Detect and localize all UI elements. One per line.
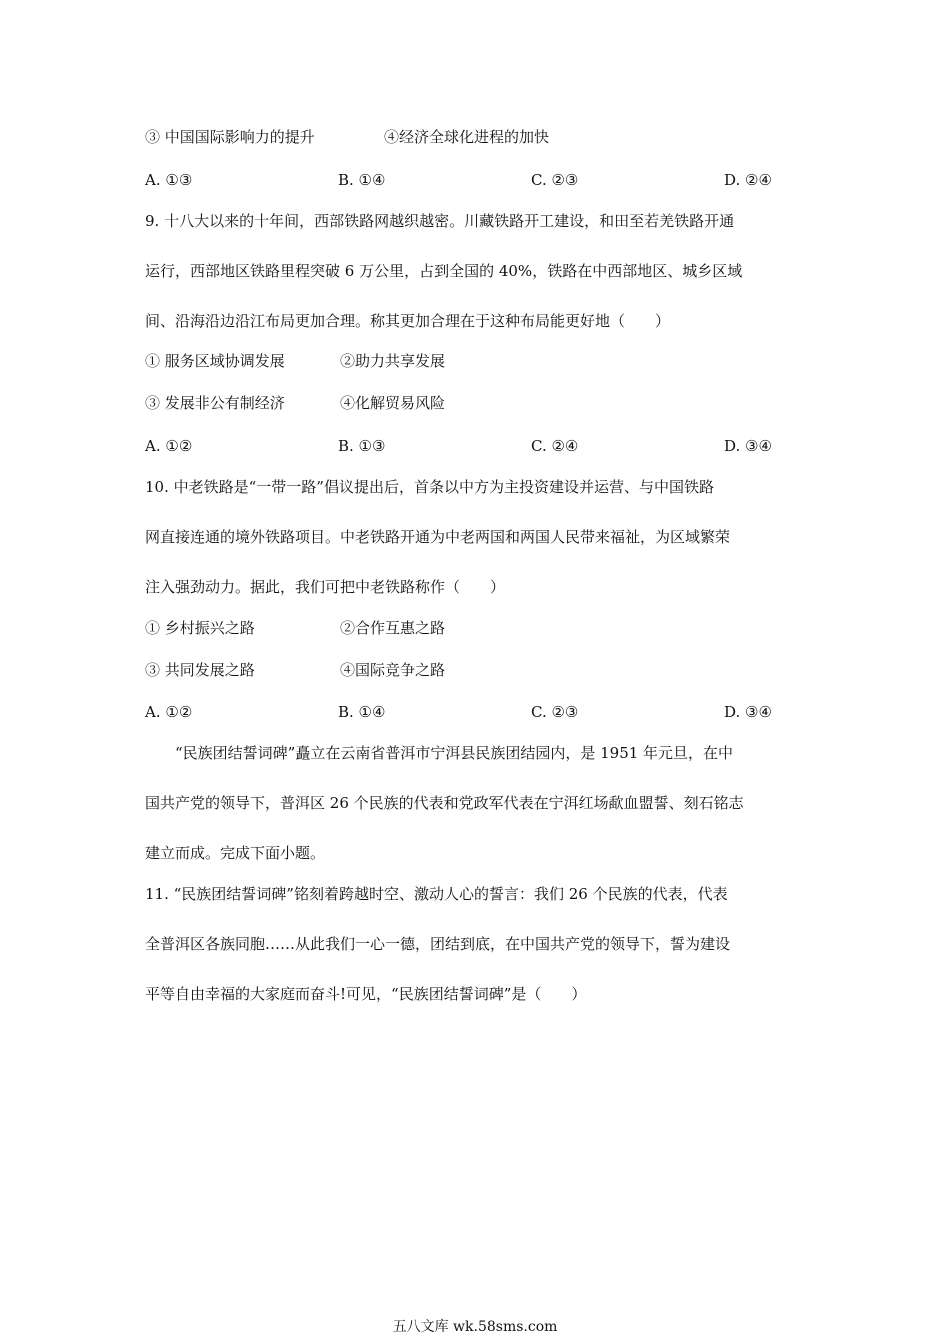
q11-stem-line-1: 11. “民族团结誓词碑”铭刻着跨越时空、激动人心的誓言：我们 26 个民族的代表，代表 <box>145 885 728 903</box>
q10-option-c: C. ②③ <box>531 703 579 721</box>
q9-option-a: A. ①② <box>145 437 193 455</box>
q9-stem-line-1: 9. 十八大以来的十年间，西部铁路网越织越密。川藏铁路开工建设，和田至若羌铁路开通 <box>145 212 735 230</box>
q9-option-c: C. ②④ <box>531 437 579 455</box>
q9-statement-3: ③ 发展非公有制经济 <box>145 394 285 412</box>
q10-option-d: D. ③④ <box>724 703 772 721</box>
q11-stem-line-3: 平等自由幸福的大家庭而奋斗!可见，“民族团结誓词碑”是（ ） <box>145 985 587 1003</box>
q10-stem-line-2: 网直接连通的境外铁路项目。中老铁路开通为中老两国和两国人民带来福祉，为区域繁荣 <box>145 528 731 546</box>
q8-statement-3: ③ 中国国际影响力的提升 <box>145 128 315 146</box>
q10-option-a: A. ①② <box>145 703 193 721</box>
q9-option-d: D. ③④ <box>724 437 772 455</box>
q11-stem-line-2: 全普洱区各族同胞……从此我们一心一德，团结到底，在中国共产党的领导下，誓为建设 <box>145 935 731 953</box>
material-line-2: 国共产党的领导下，普洱区 26 个民族的代表和党政军代表在宁洱红场歃血盟誓、刻石铭志 <box>145 794 744 812</box>
q9-statement-1: ① 服务区域协调发展 <box>145 352 285 370</box>
q10-stem-line-1: 10. 中老铁路是“一带一路”倡议提出后，首条以中方为主投资建设并运营、与中国铁路 <box>145 478 714 496</box>
q9-option-b: B. ①③ <box>338 437 386 455</box>
q10-statement-4: ④国际竞争之路 <box>340 661 446 679</box>
q8-option-c: C. ②③ <box>531 171 579 189</box>
material-line-1: “民族团结誓词碑”矗立在云南省普洱市宁洱县民族团结园内，是 1951 年元旦，在中 <box>145 744 734 762</box>
q10-statement-2: ②合作互惠之路 <box>340 619 446 637</box>
q8-option-a: A. ①③ <box>145 171 193 189</box>
q9-statement-2: ②助力共享发展 <box>340 352 446 370</box>
footer-watermark: 五八文库 wk.58sms.com <box>392 1319 558 1335</box>
q9-stem-line-2: 运行，西部地区铁路里程突破 6 万公里，占到全国的 40%，铁路在中西部地区、城乡区域 <box>145 262 743 280</box>
q10-statement-3: ③ 共同发展之路 <box>145 661 255 679</box>
q10-statement-1: ① 乡村振兴之路 <box>145 619 255 637</box>
q9-statement-4: ④化解贸易风险 <box>340 394 446 412</box>
q8-statement-4: ④经济全球化进程的加快 <box>384 128 550 146</box>
q10-stem-line-3: 注入强劲动力。据此，我们可把中老铁路称作（ ） <box>145 578 506 596</box>
q9-stem-line-3: 间、沿海沿边沿江布局更加合理。称其更加合理在于这种布局能更好地（ ） <box>145 312 671 330</box>
q8-option-b: B. ①④ <box>338 171 386 189</box>
material-line-3: 建立而成。完成下面小题。 <box>145 844 326 862</box>
q10-option-b: B. ①④ <box>338 703 386 721</box>
q8-option-d: D. ②④ <box>724 171 772 189</box>
